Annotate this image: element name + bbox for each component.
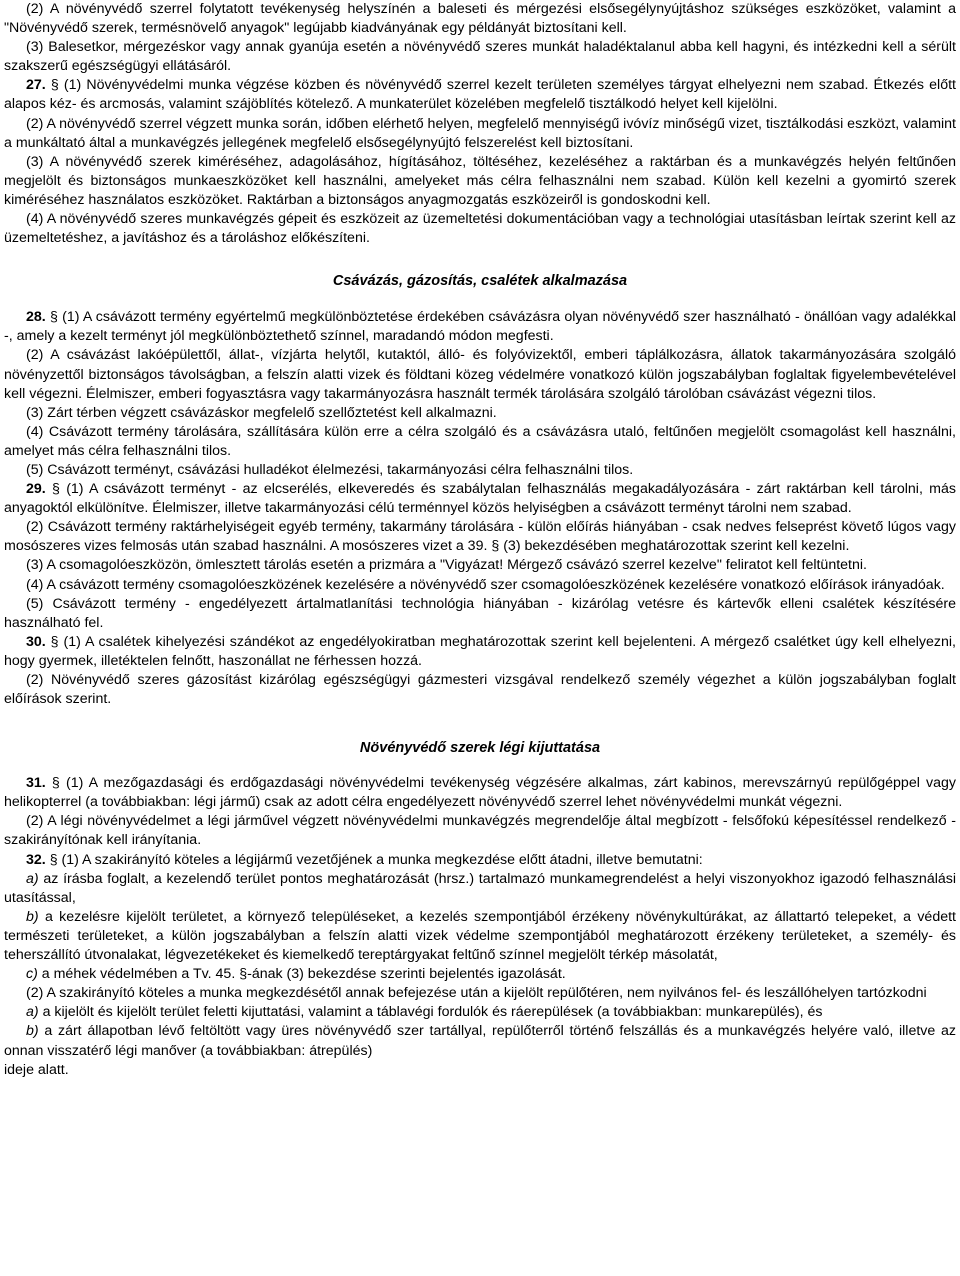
list-text: a zárt állapotban lévő feltöltött vagy üres növényvédő szer tartállyal, repülőterről történő felszállás és a munkavégzés helyére való, illetve az onnan visszatérő légi manőver (a továbbiakban: átrepülés) — [4, 1023, 956, 1059]
list-item — [4, 870, 956, 908]
paragraph-text: (1) A csalétek kihelyezési szándékot az engedélyokiratban meghatározottak szerint kell bejelenteni. A mérgező csalétket úgy kell elhelyezni, hogy gyermek, illetéktelen felnőtt, haszonállat ne férhessen hozzá. — [4, 633, 956, 669]
list-label: a) — [26, 870, 39, 887]
list-text: a kezelésre kijelölt területet, a környező településeket, a kezelés szempontjából érzékeny növénykultúrákat, az állattartó telepeket, a védett természeti területeket, a külön jogszabályban a felszín alatti vizek védelme szempontjából meghatározott érzékeny területeket, a személy- és teherszállító útvonalakat, légvezetékeket és kiemelkedő tereptárgyakat feltűnő színnel megjelölt térkép másolatát, — [4, 908, 956, 964]
list-item — [4, 908, 956, 965]
paragraph: ideje alatt. — [4, 1061, 69, 1078]
section-number: 31. — [26, 775, 46, 792]
list-text: a méhek védelmében a Tv. 45. §-ának (3) bekezdése szerinti bejelentés igazolását. — [41, 966, 566, 983]
list-item — [4, 965, 956, 984]
list-label: c) — [26, 966, 38, 983]
paragraph-text: (3) bekezdésében meghatározottak szerint kell kezelni. — [503, 538, 850, 555]
section-sign: § — [52, 481, 60, 498]
list-item — [4, 1022, 956, 1060]
paragraph: (2) A légi növényvédelmet a légi járművel végzett növényvédelmi munkavégzés megrendelője által megbízott - felsőfokú képesítéssel rendelkező - szakirányítónak kell irányítania. — [4, 813, 956, 849]
section-number: 29. — [26, 481, 46, 498]
list-text: a kijelölt és kijelölt terület feletti kijuttatási, valamint a táblavégi fordulók és ráerepülések (a továbbiakban: munkarepülés), és — [42, 1004, 823, 1021]
section-sign: § — [49, 851, 58, 868]
section-29-para-1 — [4, 480, 956, 518]
paragraph: (5) Csávázott terményt, csávázási hulladékot élelmezési, takarmányozási célra felhasználni tilos. — [26, 461, 634, 478]
list-label: a) — [26, 1004, 39, 1021]
paragraph: (3) A növényvédő szerek kiméréséhez, adagolásához, hígításához, töltéséhez, kezeléséhez a raktárban és a munkavégzés helyén feltűnően megjelölt és biztonságos munkaeszközöket kell használni, amelyeket más célra felhasználni nem szabad. Külön kell kezelni a gyomirtó szerek kiméréséhez használatos eszközöket. Raktárban a biztonságos anyagmozgatás eszközeiről is gondoskodni kell. — [4, 153, 956, 208]
paragraph-text: (1) A csávázott terményt - az elcserélés, elkeveredés és szabálytalan felhasználás megakadályozására - zárt raktárban kell tárolni, más anyagoktól elkülönítve. Élelmiszer, illetve takarmányozási célú terménnyel közös helyiségben a csávázott terményt tárolni nem szabad. — [4, 481, 956, 517]
paragraph-text: (1) A mezőgazdasági és erdőgazdasági növényvédelmi tevékenység végzésére alkalmas, zárt kabinos, merevszárnyú repülőgéppel vagy helikopterrel (a továbbiakban: légi jármű) csak az adott célra engedélyezett növényvédő szerrel lehet növényvédelmi munkát végezni. — [4, 775, 956, 811]
section-number: 30. — [26, 633, 46, 650]
section-sign: § — [50, 633, 59, 650]
section-sign: § — [50, 77, 59, 94]
section-sign: § — [51, 775, 60, 792]
paragraph: (3) Zárt térben végzett csávázáskor megfelelő szellőztetést kell alkalmazni. — [26, 404, 497, 421]
list-label: b) — [26, 908, 39, 925]
section-number: 32. — [26, 851, 46, 868]
paragraph: (4) A növényvédő szeres munkavégzés gépeit és eszközeit az üzemeltetési dokumentációban vagy a technológiai utasításban leírtak szerint kell az üzemeltetéshez, a javításhoz és a tároláshoz előkészíteni. — [4, 211, 956, 247]
paragraph: (4) A csávázott termény csomagolóeszközének kezelésére a növényvédő szer csomagolóeszközének kezelésére vonatkozó előírások irányadóak. — [26, 576, 945, 593]
paragraph: (2) A csávázást lakóépülettől, állat-, vízjárta helytől, kutaktól, álló- és folyóvizektől, emberi táplálkozásra, állatok takarmányozására szolgáló növényzettől biztonságos távolságban, a felszín alatti vizek és földtani közeg védelmére vonatkozó külön jogszabályban foglaltak figyelembevételével kell végezni. Élelmiszer, emberi fogyasztásra vagy takarmányozásra használt termék tárolására szolgáló tárolóban csávázást végezni tilos. — [4, 347, 956, 402]
section-number: 28. — [26, 309, 46, 326]
paragraph: (2) Növényvédő szeres gázosítást kizárólag egészségügyi gázmesteri vizsgával rendelkező személy végezhet a külön jogszabályban foglalt előírások szerint. — [4, 672, 956, 708]
section-28-para-1 — [4, 308, 956, 346]
paragraph-text: (1) Növényvédelmi munka végzése közben és növényvédő szerrel kezelt területen személyes tárgyat elhelyezni nem szabad. Étkezés előtt alapos kéz- és arcmosás, valamint szájöblítés kötelező. A munkaterület közelében megfelelő tisztálkodó helyet kell kijelölni. — [4, 77, 956, 113]
section-sign: § — [491, 538, 500, 555]
paragraph: (2) A növényvédő szerrel végzett munka során, időben elérhető helyen, megfelelő mennyiségű ivóvíz minőségű vizet, tisztálkodási eszközt, valamint a munkáltató által a munkavégzés jellegének megfelelő elsősegélynyújtó felszerelést kell biztosítani. — [4, 115, 956, 151]
paragraph: (3) Balesetkor, mérgezéskor vagy annak gyanúja esetén a növényvédő szeres munkát haladéktalanul abba kell hagyni, és intézkedni kell a sérült szakszerű egészségügyi ellátásáról. — [4, 39, 956, 75]
section-heading: Csávázás, gázosítás, csalétek alkalmazása — [332, 273, 628, 290]
paragraph: (3) A csomagolóeszközön, ömlesztett tárolás esetén a prizmára a "Vigyázat! Mérgező csávázó szerrel kezelve" feliratot kell feltüntetni. — [26, 557, 867, 574]
section-27-para-1 — [4, 76, 956, 114]
paragraph: (2) A növényvédő szerrel folytatott tevékenység helyszínén a baleseti és mérgezési elsősegélynyújtáshoz szükséges eszközöket, valamint a "Növényvédő szerek, termésnövelő anyagok" legújabb kiadványának egy példányát biztosítani kell. — [4, 1, 956, 37]
paragraph: (2) A szakirányító köteles a munka megkezdésétől annak befejezése után a kijelölt repülőtéren, nem nyilvános fel- és leszállóhelyen tartózkodni — [26, 985, 927, 1002]
section-31-para-1 — [4, 774, 956, 812]
section-sign: § — [49, 309, 58, 326]
section-30-para-1 — [4, 633, 956, 671]
list-label: b) — [26, 1023, 39, 1040]
section-number: 27. — [26, 77, 46, 94]
paragraph-text: (2) Csávázott termény raktárhelyiségeit egyéb termény, takarmány tárolására - külön előírás hiányában - csak nedves felseprést követő lúgos vagy mosószeres vizes felmosás után szabad használni. A mosószeres vizet a 39. — [4, 519, 956, 555]
section-heading: Növényvédő szerek légi kijuttatása — [359, 740, 601, 757]
list-item — [4, 1003, 956, 1022]
paragraph — [4, 518, 956, 556]
paragraph-text: (1) A csávázott termény egyértelmű megkülönböztetése érdekében csávázásra olyan növényvédő szer használható - önállóan vagy adalékkal -, amely a kezelt terményt jól megkülönböztethető színnel, maradandó módon megfesti. — [4, 309, 956, 345]
paragraph: (5) Csávázott termény - engedélyezett ártalmatlanítási technológia hiányában - kizárólag vetésre és kártevők elleni csalétek készítésére használható fel. — [4, 595, 956, 631]
list-text: az írásba foglalt, a kezelendő terület pontos meghatározását (hrsz.) tartalmazó munkamegrendelést a helyi viszonyokhoz igazodó felhasználási utasítással, — [4, 870, 956, 906]
paragraph: (4) Csávázott termény tárolására, szállítására külön erre a célra szolgáló és a csávázásra utaló, feltűnően megjelölt csomagolást kell használni, amelyet más célra felhasználni tilos. — [4, 423, 956, 459]
paragraph-text: (1) A szakirányító köteles a légijármű vezetőjének a munka megkezdése előtt átadni, illetve bemutatni: — [61, 851, 703, 868]
section-32-para-1 — [4, 851, 956, 870]
